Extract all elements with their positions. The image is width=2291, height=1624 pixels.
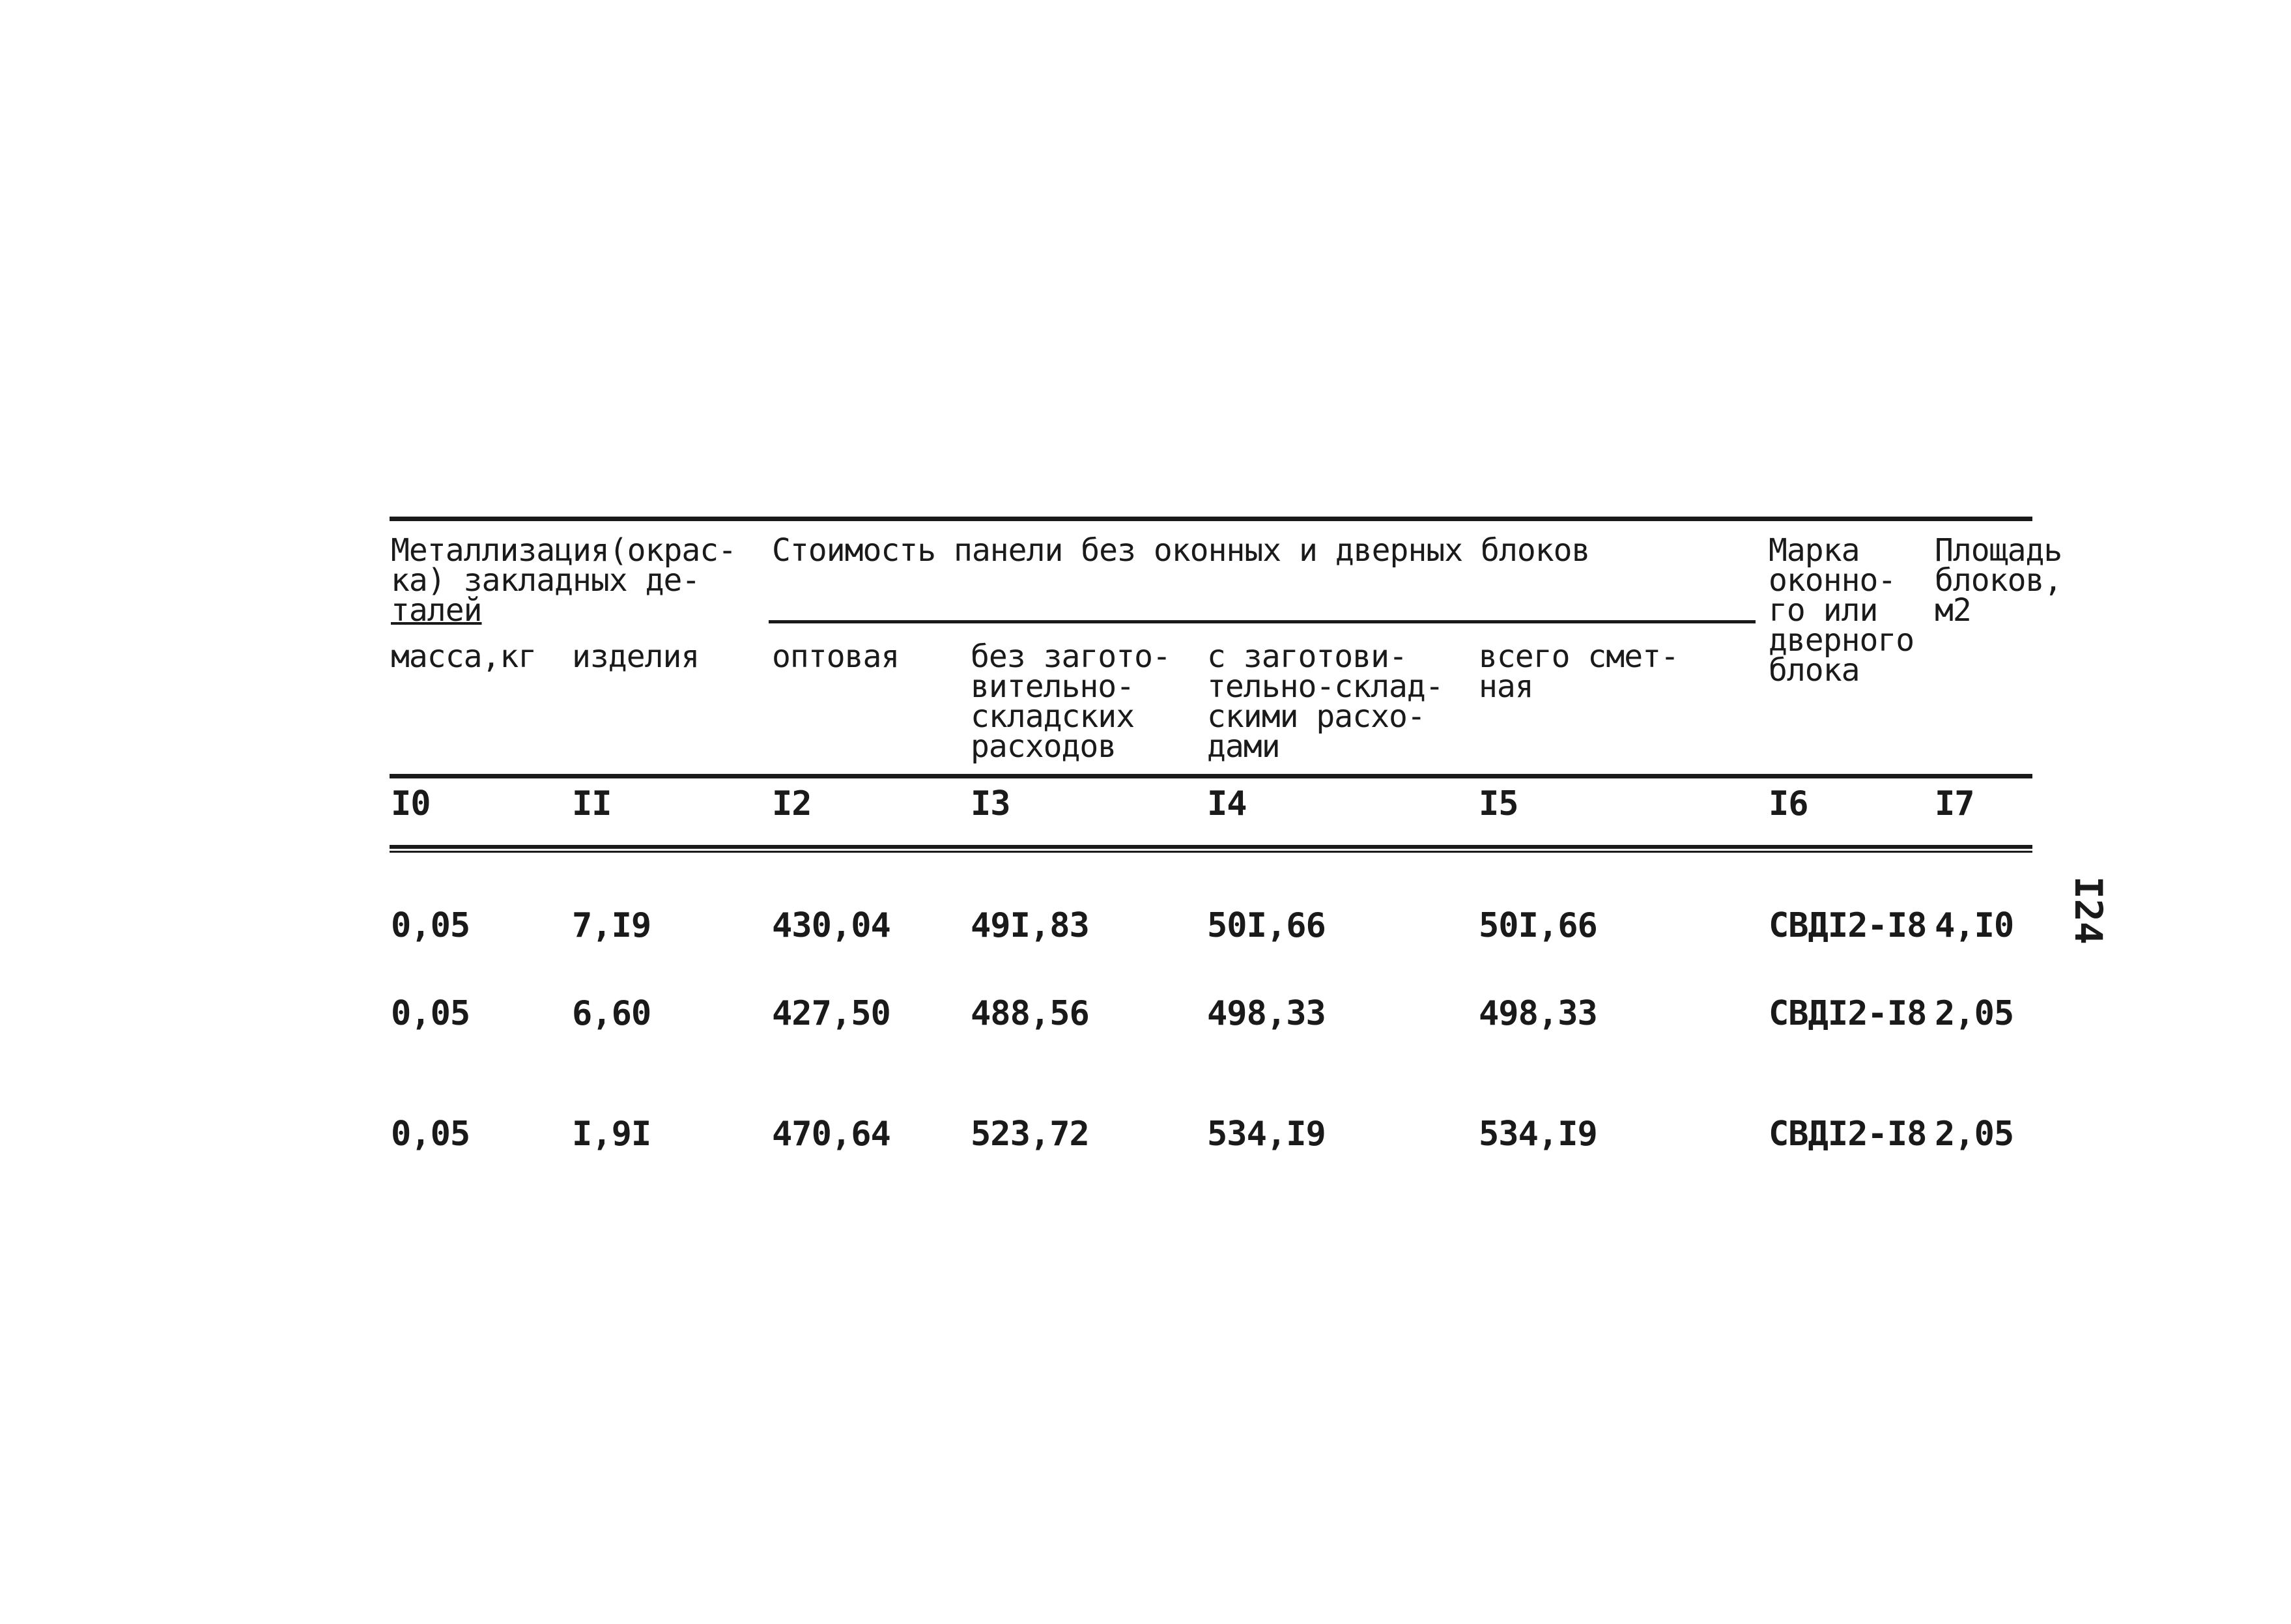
cell-without-expenses: 49I,83 [971, 906, 1089, 945]
cell-items: 6,60 [572, 994, 651, 1033]
cell-wholesale: 430,04 [772, 906, 890, 945]
cell-with-expenses: 498,33 [1207, 994, 1326, 1033]
subheader-wholesale: оптовая [772, 638, 900, 675]
header-metal-line2: ка) закладных де- [391, 562, 700, 599]
cell-without-expenses: 523,72 [971, 1115, 1089, 1154]
page-number: I24 [2066, 876, 2111, 945]
cell-total: 534,I9 [1479, 1115, 1597, 1154]
column-number: I7 [1935, 784, 1974, 823]
subheader-items: изделия [572, 638, 700, 675]
cell-mark: СВДI2-I8 [1769, 906, 1927, 945]
cell-with-expenses: 50I,66 [1207, 906, 1326, 945]
cell-total: 498,33 [1479, 994, 1597, 1033]
cell-wholesale: 470,64 [772, 1115, 890, 1154]
column-number: I2 [772, 784, 812, 823]
column-number: I3 [971, 784, 1010, 823]
column-numbers-rule-second [390, 851, 2032, 853]
header-mark: Марка оконно- го или дверного блока [1769, 532, 1914, 689]
subheader-without-expenses: без загото- вительно- складских расходов [971, 638, 1171, 765]
subheader-total: всего смет- ная [1479, 638, 1679, 705]
header-metal-line1: Металлизация(окрас- [391, 532, 737, 569]
subheader-with-expenses: с заготови- тельно-склад- скими расхо- дами [1207, 638, 1444, 765]
cell-mark: СВДI2-I8 [1769, 994, 1927, 1033]
cell-without-expenses: 488,56 [971, 994, 1089, 1033]
header-bottom-rule [390, 774, 2032, 778]
column-number: II [572, 784, 612, 823]
column-number: I4 [1207, 784, 1247, 823]
cell-area: 2,05 [1935, 1115, 2014, 1154]
cell-area: 2,05 [1935, 994, 2014, 1033]
cell-total: 50I,66 [1479, 906, 1597, 945]
column-number: I6 [1769, 784, 1808, 823]
cell-mass: 0,05 [391, 994, 470, 1033]
cell-mass: 0,05 [391, 1115, 470, 1154]
cell-mass: 0,05 [391, 906, 470, 945]
header-metal-line3: талей [391, 592, 482, 629]
column-number: I5 [1479, 784, 1518, 823]
cell-area: 4,I0 [1935, 906, 2014, 945]
header-area: Площадь блоков, м2 [1935, 532, 2062, 629]
cell-with-expenses: 534,I9 [1207, 1115, 1326, 1154]
header-cost-group: Стоимость панели без оконных и дверных блоков [772, 532, 1590, 569]
cell-wholesale: 427,50 [772, 994, 890, 1033]
cost-group-rule [769, 620, 1756, 623]
column-numbers-rule [390, 845, 2032, 849]
column-number: I0 [391, 784, 431, 823]
cell-items: 7,I9 [572, 906, 651, 945]
subheader-mass: масса,кг [391, 638, 537, 675]
cell-mark: СВДI2-I8 [1769, 1115, 1927, 1154]
table-top-rule [390, 517, 2032, 521]
cell-items: I,9I [572, 1115, 651, 1154]
